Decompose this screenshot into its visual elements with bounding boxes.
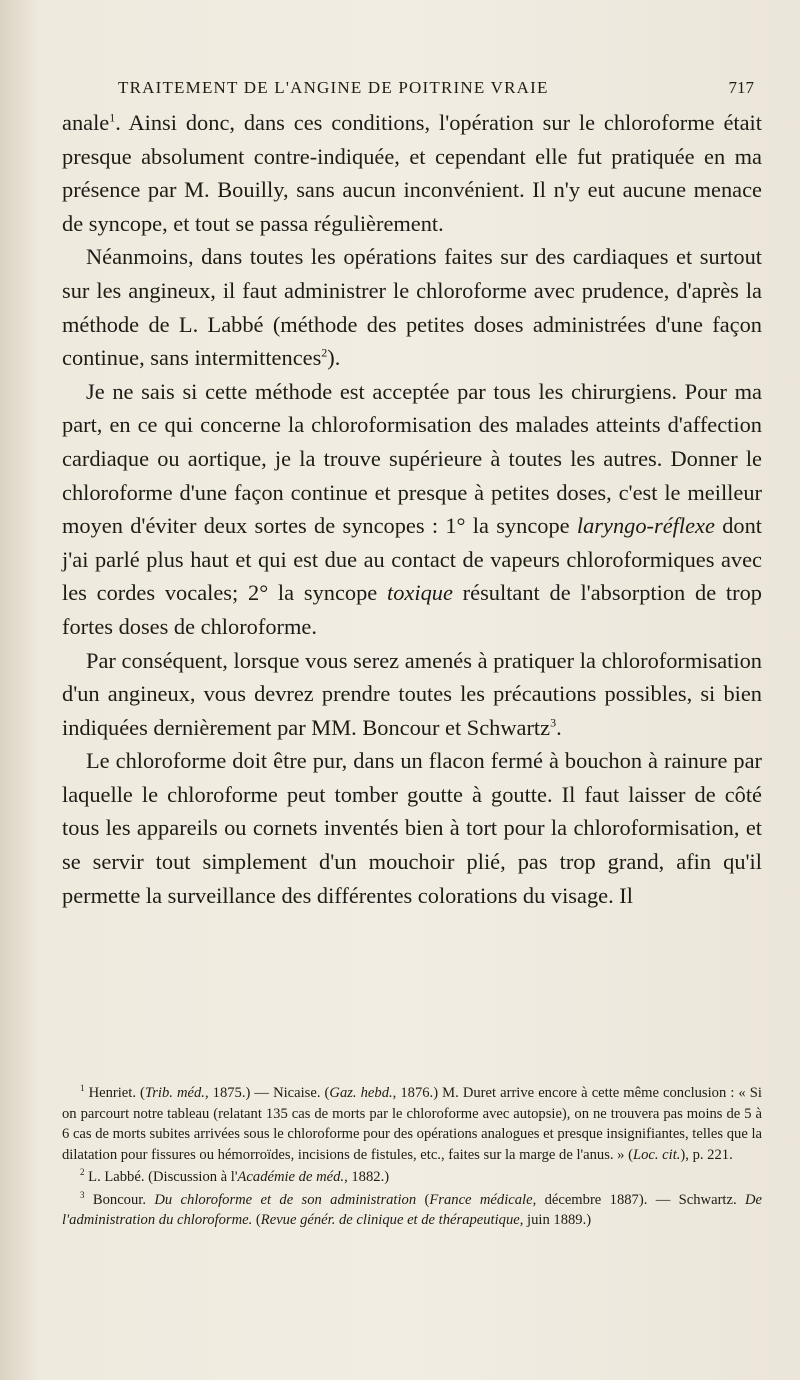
- text-run: , décembre 1887). — Schwartz.: [532, 1191, 745, 1208]
- paragraph-4: [62, 644, 762, 745]
- italic-title: De l'administration du chloroforme.: [62, 1191, 763, 1228]
- text-run: . Ainsi donc, dans ces conditions, l'opération sur le chloroforme était presque absolument contre-indiquée, et cependant elle fut pratiquée en ma présence par M. Bouilly, sans aucun inconvénient. Il n'y eut aucune menace de syncope, et tout se passa régulièrement.: [62, 110, 762, 236]
- footnote-ref: 2: [321, 345, 328, 360]
- text-run: Néanmoins, dans toutes les opérations faites sur des cardiaques et surtout sur les angineux, il faut administrer le chloroforme avec prudence, d'après la méthode de L. Labbé (méthode des petites doses administrées d'une façon continue, sans intermittences: [62, 244, 762, 371]
- footnote-number: 2: [80, 1167, 85, 1178]
- text-run: ).: [327, 345, 341, 371]
- text-run: Henriet. (: [84, 1085, 145, 1101]
- text-run: .: [556, 714, 562, 740]
- text-run: dont j'ai parlé plus haut et qui est due au contact de vapeurs chloroformiques avec les cordes vocales; 2° la syncope: [62, 513, 762, 606]
- text-run: ), p. 221.: [680, 1146, 733, 1163]
- running-header: [118, 78, 754, 98]
- text-run: L. Labbé. (Discussion à l': [84, 1169, 238, 1185]
- text-run: , 1882.): [344, 1169, 390, 1185]
- paragraph-2: [62, 240, 762, 374]
- text-run: , juin 1889.): [519, 1212, 592, 1228]
- italic-term: laryngo-réflexe: [576, 513, 715, 539]
- paragraph-5: [62, 744, 762, 912]
- paragraph-1: [62, 106, 762, 240]
- page-number: 717: [728, 78, 754, 97]
- italic-term: toxique: [387, 580, 453, 606]
- italic-title: Revue génér. de clinique et de thérapeutique: [260, 1212, 520, 1228]
- text-run: Le chloroforme doit être pur, dans un flacon fermé à bouchon à rainure par laquelle le chloroforme peut tomber goutte à goutte. Il faut laisser de côté tous les appareils ou cornets inventés bien à tort pour la chloroformisation, et se servir tout simplement d'un mouchoir plié, pas trop grand, afin qu'il permette la surveillance des différentes colorations du visage. Il: [62, 748, 762, 908]
- text-run: , 1875.) — Nicaise. (: [204, 1085, 330, 1101]
- text-run: , 1876.) M. Duret arrive encore à cette même conclusion : « Si on parcourt notre tableau (relatant 135 cas de morts par le chloroforme avec autopsie), on ne trouvera pas moins de 5 à 6 cas de morts subites arrivées sous le chloroforme pour des opérations analogues et presque insignifiantes, telles que la dilatation pour fissures ou hémorroïdes, incisions de fistules, etc., faites sur la marge de l'anus. » (: [62, 1085, 762, 1163]
- running-title: TRAITEMENT DE L'ANGINE DE POITRINE VRAIE: [118, 78, 549, 97]
- text-run: résultant de l'absorption de trop fortes doses de chloroforme.: [62, 580, 762, 639]
- italic-title: France médicale: [429, 1191, 533, 1208]
- body-text: [62, 106, 762, 912]
- text-run: (: [416, 1191, 430, 1208]
- text-run: Je ne sais si cette méthode est acceptée par tous les chirurgiens. Pour ma part, en ce qui concerne la chloroformisation des malades atteints d'affection cardiaque ou aortique, je la trouve supérieure à toutes les autres. Donner le chloroforme d'une façon continue et presque à petites doses, c'est le meilleur moyen d'éviter deux sortes de syncopes : 1° la syncope: [62, 378, 762, 539]
- paragraph-3: [62, 375, 762, 644]
- footnote-number: 3: [80, 1189, 85, 1200]
- text-run: anale: [62, 110, 110, 135]
- footnote-ref: 3: [550, 715, 557, 730]
- footnote-number: 1: [80, 1083, 85, 1094]
- italic-title: Académie de méd.: [237, 1169, 345, 1185]
- footnote-ref: 1: [109, 110, 116, 125]
- footnote-1: [62, 1083, 762, 1165]
- text-run: Par conséquent, lorsque vous serez amenés à pratiquer la chloroformisation d'un angineux, vous devrez prendre toutes les précautions possibles, si bien indiquées dernièrement par MM. Boncour et Schwartz: [62, 647, 762, 740]
- italic-title: Gaz. hebd.: [329, 1085, 393, 1101]
- italic-title: Trib. méd.: [144, 1085, 205, 1101]
- footnote-2: [62, 1167, 762, 1188]
- text-run: (: [252, 1212, 261, 1228]
- footnotes: [62, 1083, 762, 1233]
- text-run: Boncour.: [84, 1191, 155, 1208]
- italic-title: Du chloroforme et de son administration: [154, 1191, 417, 1208]
- footnote-3: [62, 1190, 762, 1231]
- italic-title: Loc. cit.: [632, 1146, 681, 1163]
